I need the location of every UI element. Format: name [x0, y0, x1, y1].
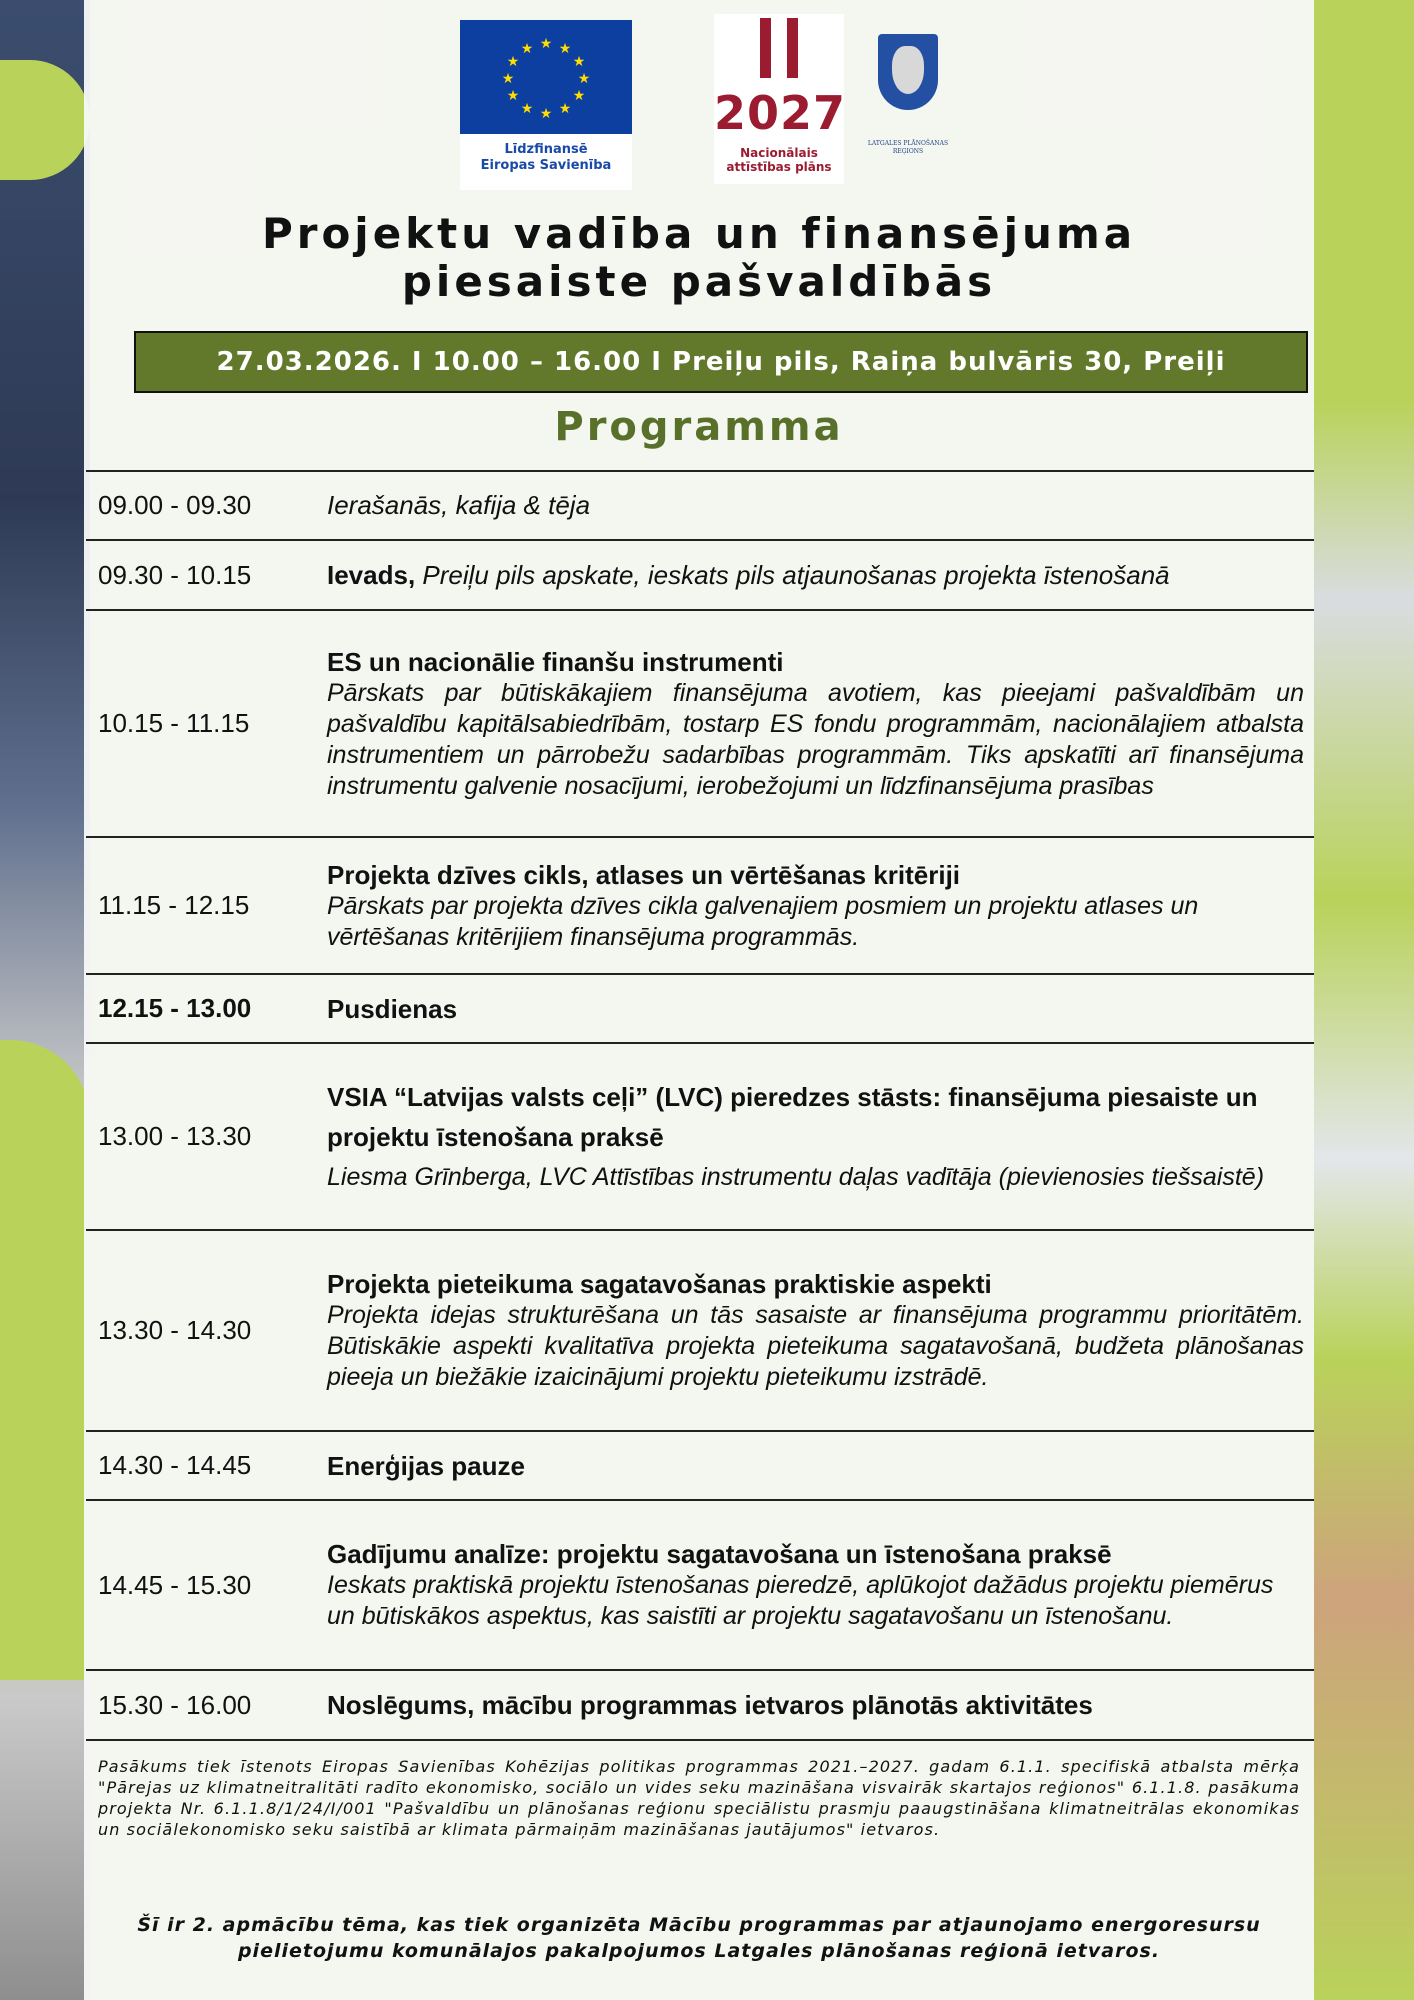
agenda-time: 15.30 - 16.00	[98, 1689, 252, 1720]
svg-text:★: ★	[558, 41, 572, 57]
poster-sheet	[84, 0, 1314, 2000]
agenda-time: 14.30 - 14.45	[98, 1450, 252, 1480]
svg-text:★: ★	[539, 36, 553, 52]
agenda-row	[86, 973, 1314, 1042]
agenda-item-title: Gadījumu analīze: projektu sagatavošana un īstenošana praksē	[327, 1539, 1112, 1569]
agenda-item-title: Ievads,	[327, 559, 416, 590]
eu-flag-icon	[460, 20, 632, 134]
agenda-row	[86, 1430, 1314, 1499]
background-photo-right	[1314, 0, 1414, 2000]
agenda-item-title: Noslēgums, mācību programmas ietvaros plānotās aktivitātes	[327, 1690, 1093, 1720]
title-line: Projektu vadība un finansējuma	[261, 209, 1137, 258]
program-heading: Programma	[554, 404, 844, 450]
eu-stars-icon	[460, 20, 632, 134]
eu-caption: Līdzfinansē	[504, 142, 588, 157]
svg-text:★: ★	[558, 101, 572, 117]
agenda-row	[86, 1229, 1314, 1430]
agenda-time: 09.00 - 09.30	[98, 490, 252, 520]
decor-shape	[0, 60, 90, 180]
agenda-item-text: Preiļu pils apskate, ieskats pils atjaunošanas projekta īstenošanā	[422, 559, 1170, 590]
svg-text:★: ★	[506, 54, 520, 70]
background-photo-left	[0, 0, 90, 2000]
agenda-row	[86, 470, 1314, 539]
nap-caption: attīstības plāns	[726, 160, 832, 174]
logo-strip	[84, 14, 1314, 184]
agenda-time: 12.15 - 13.00	[98, 993, 252, 1023]
svg-text:★: ★	[520, 101, 534, 117]
agenda-item-text: Liesma Grīnberga, LVC Attīstības instrumentu daļas vadītāja (pievienosies tiešsaistē)	[327, 1162, 1265, 1191]
page-title	[84, 210, 1314, 306]
divider	[86, 1739, 1314, 1741]
griffin-crest-icon	[878, 34, 938, 110]
agenda-item-title: Projekta dzīves cikls, atlases un vērtēšanas kritēriji	[327, 859, 961, 890]
decor-shape	[0, 1040, 90, 1680]
agenda-item-text: Ierašanās, kafija & tēja	[327, 490, 591, 520]
agenda-item-title: VSIA “Latvijas valsts ceļi” (LVC) pieredzes stāsts: finansējuma piesaiste un projektu īstenošana praksē	[327, 1081, 1258, 1152]
agenda-table	[86, 470, 1314, 1741]
agenda-row	[86, 1499, 1314, 1669]
footer-line: pielietojumu komunālajos pakalpojumos Latgales plānošanas reģionā ietvaros.	[237, 1940, 1161, 1962]
nap-bars-icon	[756, 18, 802, 78]
agenda-time: 14.45 - 15.30	[98, 1569, 252, 1600]
svg-text:★: ★	[577, 71, 591, 87]
agenda-item-text: Pārskats par būtiskākajiem finansējuma avotiem, kas pieejami pašvaldībām un pašvaldību kapitālsabiedrībām, tostarp ES fondu programmām, nacionālajiem atbalsta instrumentiem un pārrobežu sadarbības programmām. Tiks apskatīti arī finansējuma instrumentu galvenie nosacījumi, ierobežojumi un līdzfinansējuma prasības	[327, 678, 1304, 800]
svg-text:★: ★	[501, 71, 515, 87]
svg-text:★: ★	[520, 41, 534, 57]
svg-text:★: ★	[572, 88, 586, 104]
agenda-row	[86, 539, 1314, 609]
agenda-row	[86, 609, 1314, 836]
agenda-item-text: Ieskats praktiskā projektu īstenošanas pieredzē, aplūkojot dažādus projektu piemērus un būtiskākos aspektus, kas saistīti ar projektu sagatavošanu un īstenošanu.	[327, 1571, 1274, 1630]
agenda-item-text: Pārskats par projekta dzīves cikla galvenajiem posmiem un projektu atlases un vērtēšanas kritērijiem finansējuma programmās.	[327, 891, 1199, 951]
agenda-row	[86, 1042, 1314, 1229]
footer-line: Šī ir 2. apmācību tēma, kas tiek organizēta Mācību programmas par atjaunojamo energoresursu	[137, 1914, 1261, 1936]
eu-caption: Eiropas Savienība	[480, 158, 612, 173]
title-line: piesaiste pašvaldībās	[401, 257, 997, 306]
agenda-time: 10.15 - 11.15	[98, 708, 250, 738]
latgale-region-logo	[868, 34, 948, 164]
agenda-item-title: Projekta pieteikuma sagatavošanas praktiskie aspekti	[327, 1269, 992, 1299]
svg-text:★: ★	[572, 54, 586, 70]
nap-year: 2027	[714, 86, 847, 140]
agenda-item-text: Projekta idejas strukturēšana un tās sasaiste ar finansējuma programmu prioritātēm. Būtiskākie aspekti kvalitatīva projekta pieteikuma sagatavošanā, budžeta plānošanas pieeja un biežākie izaicinājumi projektu pieteikumu izstrādē.	[327, 1301, 1304, 1391]
eu-cofinancing-logo	[460, 20, 632, 190]
national-development-plan-logo	[714, 14, 847, 184]
svg-text:★: ★	[539, 106, 553, 122]
crest-caption: REĢIONS	[892, 148, 924, 155]
agenda-time: 13.30 - 14.30	[98, 1315, 252, 1345]
agenda-time: 13.00 - 13.30	[98, 1121, 252, 1151]
agenda-row	[86, 836, 1314, 973]
agenda-time: 11.15 - 12.15	[98, 890, 250, 920]
agenda-item-title: ES un nacionālie finanšu instrumenti	[327, 646, 784, 677]
event-details-bar: 27.03.2026. I 10.00 – 16.00 I Preiļu pils, Raiņa bulvāris 30, Preiļi	[134, 331, 1308, 393]
svg-text:★: ★	[506, 88, 520, 104]
crest-caption: LATGALES PLĀNOŠANAS	[867, 140, 949, 147]
agenda-row	[86, 1669, 1314, 1739]
nap-caption: Nacionālais	[740, 146, 818, 160]
agenda-item-title: Pusdienas	[327, 993, 458, 1024]
agenda-item-title: Enerģijas pauze	[327, 1450, 525, 1481]
funding-footnote: Pasākums tiek īstenots Eiropas Savienības Kohēzijas politikas programmas 2021.–2027. gadam 6.1.1. specifiskā atbalsta mērķa "Pārejas uz klimatneitralitāti radīto ekonomisko, sociālo un vides seku mazināšana visvairāk skartajos reģionos" 6.1.1.8. pasākuma projekta Nr. 6.1.1.8/1/24/I/001 "Pašvaldību un plānošanas reģionu speciālistu prasmju paaugstināšana klimatneitrālas ekonomikas un sociālekonomisko seku saistībā ar klimata pārmaiņām mazināšanas jautājumos" ietvaros.	[98, 1757, 1300, 1839]
agenda-time: 09.30 - 10.15	[98, 559, 252, 590]
footer-note	[114, 1912, 1284, 1964]
